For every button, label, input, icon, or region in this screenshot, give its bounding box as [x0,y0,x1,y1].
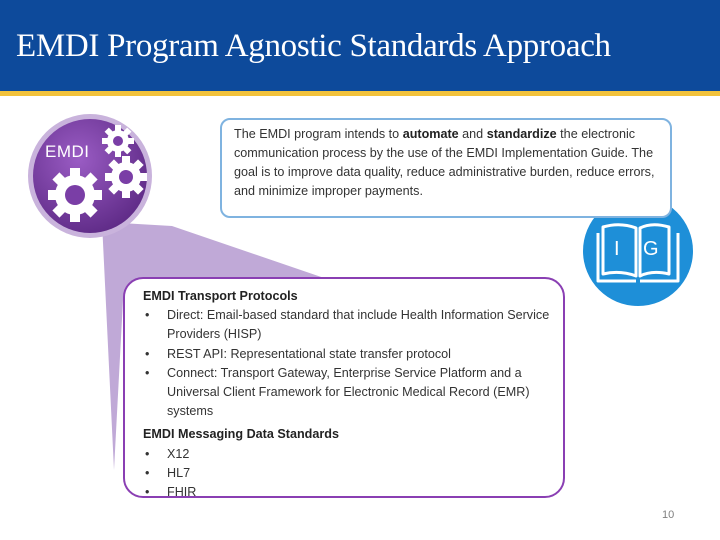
list-item: • HL7 [143,464,553,483]
list-item: • X12 [143,445,553,464]
gear-icon [102,125,134,157]
transport-protocols-heading: EMDI Transport Protocols [143,289,298,303]
standards-detail-box [123,277,565,498]
ig-logo-letter-i: I [614,238,620,260]
gear-icon [48,168,102,222]
emdi-logo [28,114,152,238]
messaging-standards-heading: EMDI Messaging Data Standards [143,427,339,442]
intro-bold-standardize: standardize [486,127,557,141]
list-item: • REST API: Representational state transfer protocol [143,345,553,364]
emdi-logo-label: EMDI [45,142,90,161]
intro-bold-automate: automate [402,127,459,141]
gear-icon [105,156,147,198]
list-item: • Connect: Transport Gateway, Enterprise Service Platform and a Universal Client Framework for Electronic Medical Record (EMR) systems [143,364,553,422]
page-title: EMDI Program Agnostic Standards Approach [16,28,611,64]
intro-text-part: the electronic communication process by the use of the EMDI Implementation Guide. The goal is to improve data quality, reduce administrative burden, reduce errors, and minimize improper payments. [234,127,655,198]
page-number: 10 [662,509,675,521]
intro-text-part: The EMDI program intends to [234,127,403,141]
intro-text-box [220,118,672,218]
messaging-standards-list [143,445,553,503]
list-item: • Direct: Email-based standard that include Health Information Service Providers (HISP) [143,306,553,344]
intro-text-part: and [458,127,487,141]
ig-logo-letter-g: G [643,238,659,260]
transport-protocols-list [143,306,553,421]
list-item: • FHIR [143,483,553,502]
